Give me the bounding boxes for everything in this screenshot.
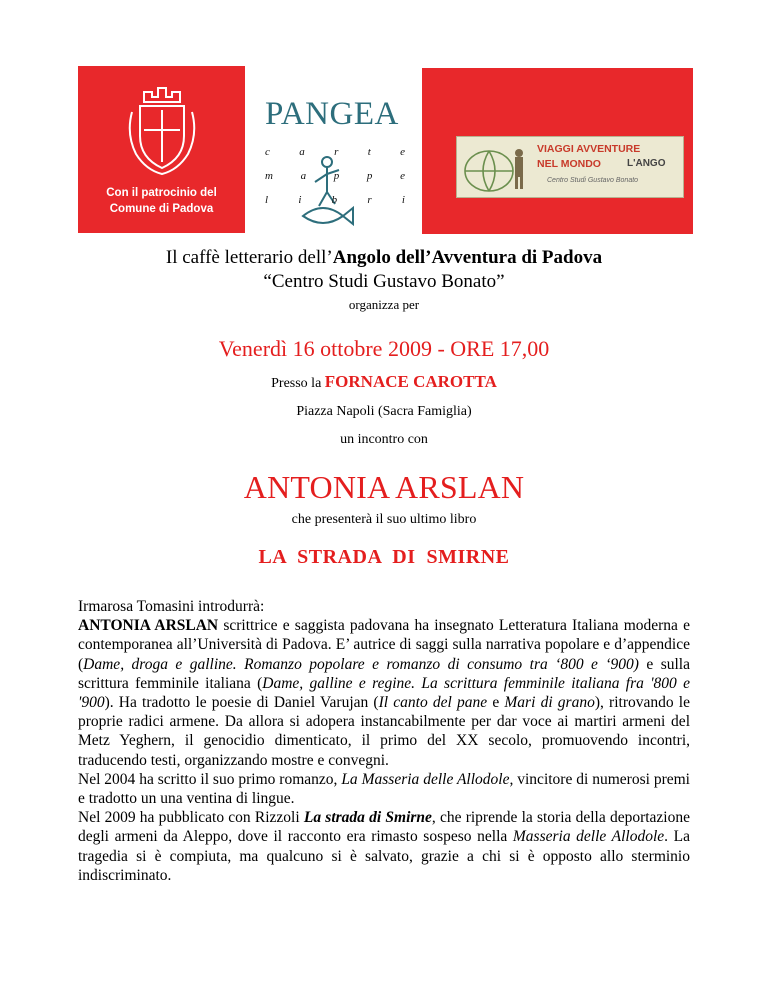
bio-text: e sulla scrittura femminile italiana (	[78, 655, 690, 692]
padova-coat-of-arms-icon	[122, 84, 202, 180]
globe-explorer-icon	[459, 141, 533, 193]
bio-paragraph-2	[78, 770, 690, 808]
caffe-prefix: Il caffè letterario dell’	[165, 247, 333, 268]
bio-text: Nel 2004 ha scritto il suo primo romanzo,	[78, 770, 342, 788]
venue-line	[0, 372, 768, 392]
pangea-letter: b	[331, 194, 338, 206]
bio-book-title: La strada di Smirne	[303, 809, 432, 827]
bio-text: Nel 2009 ha pubblicato con Rizzoli	[78, 809, 304, 827]
presenta-line: che presenterà il suo ultimo libro	[291, 512, 477, 527]
bio-title-italic: Masseria delle Allodole	[512, 828, 665, 846]
bio-title-italic: Mari di grano	[504, 694, 595, 712]
bio-text: scrittrice e saggista padovana ha insegnato Letteratura Italiana moderna e contemporanea all’Università di Padova. E’ autrice di saggi sulla narrativa popolare e d’appendice (	[78, 617, 691, 673]
comune-padova-logo	[78, 66, 245, 233]
author-biography	[78, 597, 690, 885]
pangea-letter: a	[300, 170, 307, 182]
pangea-letter: c	[265, 146, 270, 158]
bio-title-italic: Il canto del pane	[378, 694, 488, 712]
book-title: LA STRADA DI SMIRNE	[258, 546, 510, 568]
venue-name: FORNACE CAROTTA	[324, 372, 497, 391]
author-name: ANTONIA ARSLAN	[243, 469, 525, 505]
bio-text: ), ritrovando le proprie radici armene. Da allora si adopera instancabilmente per dar voce ai martiri armeni del Metz Yeghern, il genocidio dimenticato, il primo del XX secolo, promuovendo incontri, traducendo testi, organizzando mostre e convegni.	[78, 694, 690, 769]
bio-text: ). Ha tradotto le poesie di Daniel Varujan (	[104, 694, 379, 712]
incontro-line: un incontro con	[340, 432, 428, 447]
pangea-wordmark: PANGEA	[265, 96, 399, 132]
presso-prefix: Presso la	[271, 376, 325, 391]
pangea-letter: i	[401, 194, 405, 206]
pangea-letter: e	[400, 170, 405, 182]
pangea-letter: p	[366, 170, 373, 182]
bio-text: vincitore di numerosi premi e tradotto un una ventina di lingue.	[78, 770, 690, 808]
viaggi-subtitle: Centro Studi Gustavo Bonato	[547, 177, 639, 184]
venue-address: Piazza Napoli (Sacra Famiglia)	[296, 404, 472, 419]
pangea-letter: a	[299, 146, 305, 158]
viaggi-title-1: VIAGGI AVVENTURE	[537, 143, 641, 155]
padova-caption-2: Comune di Padova	[109, 203, 214, 215]
padova-caption-1: Con il patrocinio del	[106, 187, 217, 199]
pangea-letter: e	[400, 146, 405, 158]
pangea-letter: t	[367, 146, 371, 158]
pangea-logo	[257, 96, 409, 226]
bio-title-italic: Dame, galline e regine. La scrittura femminile italiana fra '800 e '900	[78, 674, 690, 712]
pangea-letter: r	[334, 146, 339, 158]
bio-intro: Irmarosa Tomasini introdurrà:	[78, 598, 265, 615]
bio-paragraph-3	[78, 808, 690, 885]
angolo-name: Angolo dell’Avventura di Padova	[332, 247, 603, 268]
bio-author-name: ANTONIA ARSLAN	[78, 617, 219, 635]
pangea-letter: l	[265, 194, 269, 206]
bio-title-italic: Dame, droga e galline. Romanzo popolare e romanzo di consumo tra ‘800 e ‘900)	[83, 655, 639, 673]
organizza-line: organizza per	[348, 297, 420, 312]
pangea-letter: p	[333, 170, 340, 182]
viaggi-banner	[456, 136, 684, 198]
event-date: Venerdì 16 ottobre 2009 - ORE 17,00	[218, 336, 550, 361]
caffe-letterario-line	[0, 247, 768, 269]
bio-title-italic: La Masseria delle Allodole,	[341, 770, 514, 788]
viaggi-side-label: L'ANGO	[627, 158, 666, 169]
bio-text: e	[487, 694, 505, 712]
pangea-letter-grid	[265, 146, 405, 218]
viaggi-title-2: NEL MONDO	[537, 158, 601, 170]
angolo-avventura-logo	[422, 68, 693, 234]
pangea-letter: r	[367, 194, 372, 206]
bio-paragraph-1	[78, 597, 690, 770]
centro-studi-line: “Centro Studi Gustavo Bonato”	[263, 271, 505, 292]
bio-text: , che riprende la storia della deportazione degli armeni da Aleppo, dove il racconto era rimasto sospeso nella	[78, 809, 690, 846]
pangea-letter: i	[298, 194, 302, 206]
bio-text: . La tragedia si è compiuta, ma qualcuno si è salvato, grazie a chi si è opposto allo sterminio indiscriminato.	[78, 828, 690, 884]
pangea-letter: m	[265, 170, 273, 182]
